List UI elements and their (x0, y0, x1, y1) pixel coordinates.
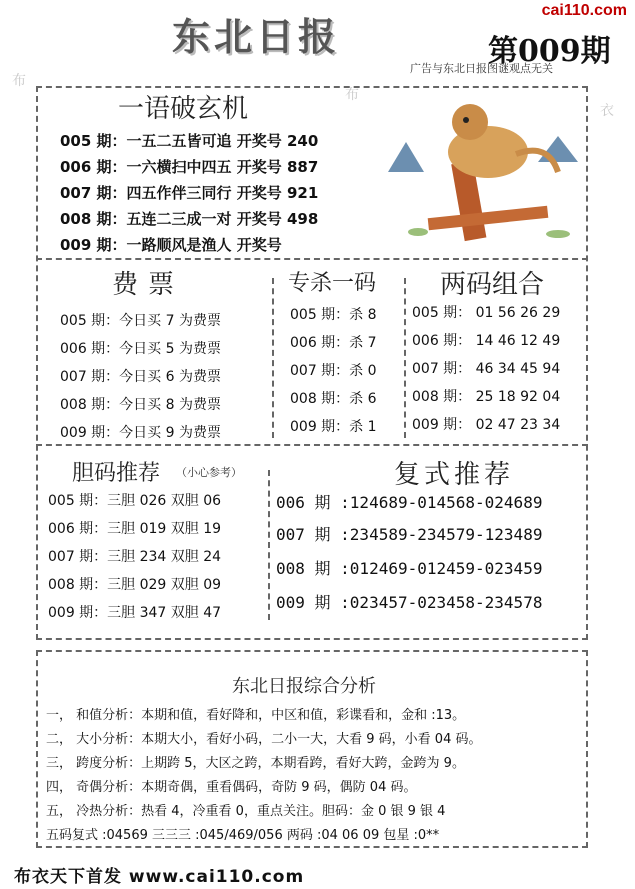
yiyu-row: 009 期：一路顺风是渔人 开奖号 (60, 236, 282, 254)
liangma-title: 两码组合 (440, 270, 545, 300)
masthead-title: 东北日报 (172, 14, 341, 59)
danma-row: 005 期：三胆 026 双胆 06 (48, 493, 222, 509)
danma-title: 胆码推荐 (72, 461, 161, 486)
site-url[interactable]: cai110.com (541, 2, 627, 19)
danma-note: （小心参考） (176, 466, 242, 479)
analysis-title: 东北日报综合分析 (232, 676, 376, 697)
liangma-row: 007 期： 46 34 45 94 (412, 361, 561, 377)
column-divider (272, 278, 274, 438)
column-divider (404, 278, 406, 438)
disclaimer-text: 广告与东北日报图谜观点无关 (410, 62, 553, 75)
zhuansha-row: 008 期：杀 6 (290, 391, 377, 407)
feipiao-row: 009 期：今日买 9 为费票 (60, 425, 221, 441)
yiyu-row: 008 期：五连二三成一对 开奖号 498 (60, 210, 319, 228)
fushi-row: 007 期 :234589-234579-123489 (276, 525, 543, 544)
zhuansha-title: 专杀一码 (288, 271, 377, 296)
feipiao-title: 费票 (112, 270, 185, 300)
zhuansha-row: 007 期：杀 0 (290, 363, 377, 379)
fushi-title: 复式推荐 (394, 460, 515, 490)
zhuansha-row: 005 期：杀 8 (290, 307, 377, 323)
feipiao-row: 006 期：今日买 5 为费票 (60, 341, 221, 357)
analysis-row: 五码复式 :04569 三三三 :045/469/056 两码 :04 06 09 包星 :0** (46, 828, 440, 843)
zhuansha-row: 006 期：杀 7 (290, 335, 377, 351)
section-divider (36, 444, 588, 446)
watermark-mark: 布 (345, 87, 359, 103)
feipiao-row: 008 期：今日买 8 为费票 (60, 397, 221, 413)
yiyu-row: 007 期：四五作伴三同行 开奖号 921 (60, 184, 319, 202)
fushi-row: 008 期 :012469-012459-023459 (276, 559, 543, 578)
watermark-mark: 衣 (600, 103, 614, 119)
lion-illustration (388, 92, 588, 242)
liangma-row: 006 期： 14 46 12 49 (412, 333, 561, 349)
danma-row: 009 期：三胆 347 双胆 47 (48, 605, 222, 621)
analysis-row: 一， 和值分析：本期和值，看好降和，中区和值，彩谍看和，金和 :13。 (46, 708, 466, 723)
zhuansha-row: 009 期：杀 1 (290, 419, 377, 435)
footer-text: 布衣天下首发 www.cai110.com (14, 867, 305, 887)
liangma-row: 009 期： 02 47 23 34 (412, 417, 561, 433)
fushi-row: 009 期 :023457-023458-234578 (276, 593, 543, 612)
column-divider (268, 470, 270, 620)
analysis-row: 二， 大小分析：本期大小，看好小码，二小一大，大看 9 码，小看 04 码。 (46, 732, 482, 747)
analysis-row: 五， 冷热分析：热看 4，冷重看 0，重点关注。胆码：金 0 银 9 银 4 (46, 804, 446, 819)
analysis-row: 三， 跨度分析：上期跨 5，大区之跨，本期看跨，看好大跨，金跨为 9。 (46, 756, 465, 771)
watermark-mark: 布 (12, 73, 26, 89)
feipiao-row: 007 期：今日买 6 为费票 (60, 369, 221, 385)
liangma-row: 008 期： 25 18 92 04 (412, 389, 561, 405)
feipiao-row: 005 期：今日买 7 为费票 (60, 313, 221, 329)
yiyu-row: 006 期：一六横扫中四五 开奖号 887 (60, 158, 319, 176)
fushi-row: 006 期 :124689-014568-024689 (276, 493, 543, 512)
yiyu-title: 一语破玄机 (118, 94, 249, 124)
issue-number: 第009期 (488, 34, 611, 69)
yiyu-row: 005 期：一五二五皆可追 开奖号 240 (60, 132, 319, 150)
danma-row: 007 期：三胆 234 双胆 24 (48, 549, 222, 565)
section-divider (36, 258, 588, 260)
danma-row: 006 期：三胆 019 双胆 19 (48, 521, 222, 537)
danma-row: 008 期：三胆 029 双胆 09 (48, 577, 222, 593)
liangma-row: 005 期： 01 56 26 29 (412, 305, 561, 321)
analysis-row: 四， 奇偶分析：本期奇偶，重看偶码，奇防 9 码，偶防 04 码。 (46, 780, 417, 795)
